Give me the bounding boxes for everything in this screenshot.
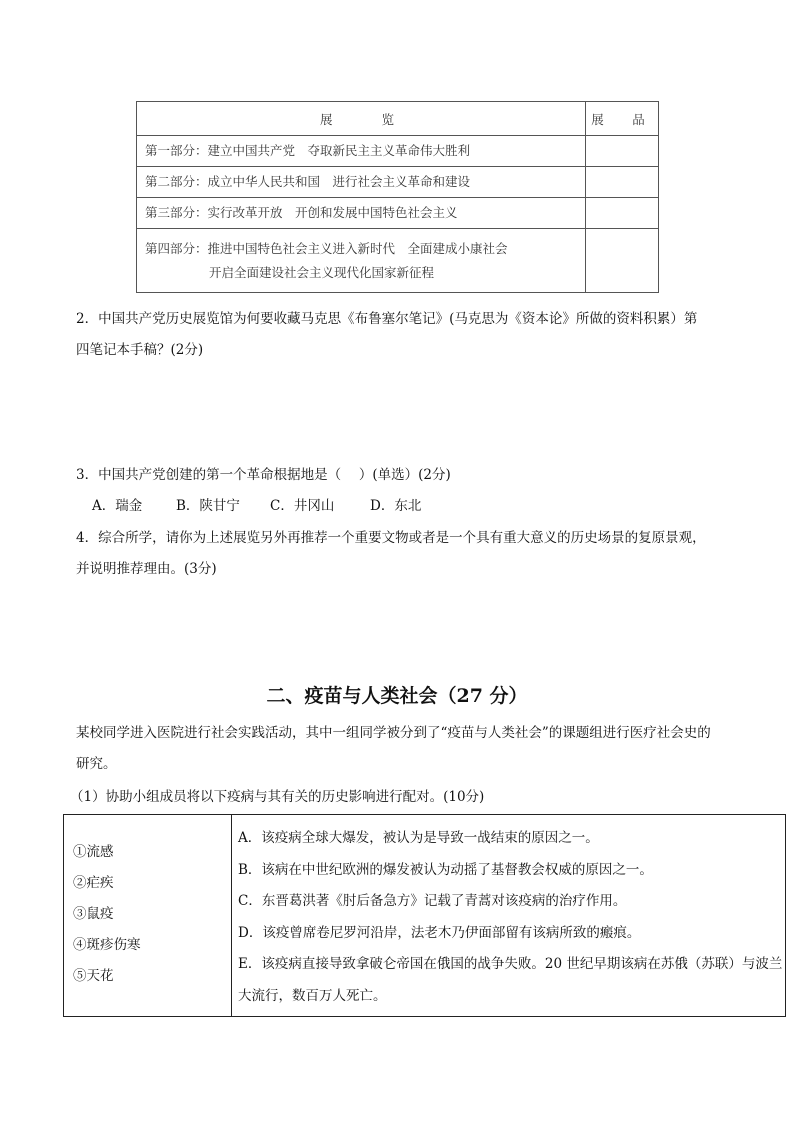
question-3-stem: 3．中国共产党创建的第一个革命根据地是（ ）(单选）(2分): [76, 467, 451, 483]
effect-item: E．该疫病直接导致拿破仑帝国在俄国的战争失败。20 世纪早期该病在苏俄（苏联）与波兰大流行，数百万人死亡。: [238, 956, 783, 1004]
option-d[interactable]: D．东北: [370, 498, 422, 514]
exhibition-row: [137, 229, 659, 293]
exhibition-table-header: [137, 102, 659, 136]
exhibition-table: [136, 101, 659, 293]
option-b[interactable]: B．陕甘宁: [176, 498, 240, 514]
effect-list: [232, 815, 786, 1017]
disease-list: [64, 815, 232, 1017]
question-2-line-2: 四笔记本手稿？(2分): [76, 342, 204, 358]
matching-row: [64, 815, 786, 1017]
exhibition-row: [137, 136, 659, 167]
question-4-line-1: 4．综合所学，请你为上述展览另外再推荐一个重要文物或者是一个具有重大意义的历史场景的复原景观，: [76, 530, 706, 546]
exhibit-cell: [586, 167, 659, 198]
exhibition-part-2: [137, 167, 586, 198]
header-exhibit: 展 品: [586, 102, 659, 136]
disease-item: ①流感: [73, 844, 114, 860]
disease-item: ②疟疾: [73, 875, 114, 891]
exhibition-row: [137, 198, 659, 229]
section-intro-line-2: 研究。: [76, 756, 117, 772]
exhibit-cell: [586, 198, 659, 229]
header-exhibition: 展 览: [137, 102, 586, 136]
disease-item: ④斑疹伤寒: [73, 937, 141, 953]
sub-question-1: （1）协助小组成员将以下疫病与其有关的历史影响进行配对。(10分): [70, 789, 485, 805]
exhibition-part-3: [137, 198, 586, 229]
question-4-line-2: 并说明推荐理由。(3分): [76, 561, 217, 577]
exhibition-row: [137, 167, 659, 198]
effect-item: D．该疫曾席卷尼罗河沿岸，法老木乃伊面部留有该病所致的瘢痕。: [238, 924, 641, 941]
part-text: 第四部分：推进中国特色社会主义进入新时代 全面建成小康社会: [145, 240, 508, 256]
option-c[interactable]: C．井冈山: [270, 498, 335, 514]
effect-item: A．该疫病全球大爆发，被认为是导致一战结束的原因之一。: [238, 830, 599, 846]
effect-item: B．该病在中世纪欧洲的爆发被认为动摇了基督教会权威的原因之一。: [238, 861, 653, 878]
matching-table: [63, 814, 786, 1017]
question-3: [76, 460, 451, 522]
exhibition-part-4: [137, 229, 586, 293]
option-a[interactable]: A．瑞金: [92, 498, 143, 514]
section-intro: [76, 718, 711, 780]
question-3-options: [76, 491, 451, 522]
question-2: [76, 304, 697, 366]
part-text: 第三部分：实行改革开放 开创和发展中国特色社会主义: [145, 205, 458, 220]
section-intro-line-1: 某校同学进入医院进行社会实践活动，其中一组同学被分到了“疫苗与人类社会”的课题组进行医疗社会史的: [76, 725, 711, 741]
part-text: 第二部分：成立中华人民共和国 进行社会主义革命和建设: [145, 174, 471, 189]
question-4: [76, 523, 706, 585]
disease-item: ⑤天花: [73, 968, 114, 984]
part-text: 第一部分：建立中国共产党 夺取新民主主义革命伟大胜利: [145, 143, 471, 158]
part-text-continued: 开启全面建设社会主义现代化国家新征程: [209, 264, 435, 280]
section-title: 二、疫苗与人类社会（27 分）: [266, 685, 528, 707]
exhibit-cell: [586, 136, 659, 167]
disease-item: ③鼠疫: [73, 906, 114, 922]
question-2-line-1: 2．中国共产党历史展览馆为何要收藏马克思《布鲁塞尔笔记》(马克思为《资本论》所做的资料积累）第: [76, 311, 698, 327]
exhibition-part-1: [137, 136, 586, 167]
effect-item: C．东晋葛洪著《肘后备急方》记载了青蒿对该疫病的治疗作用。: [238, 893, 627, 909]
exhibit-cell: [586, 229, 659, 293]
